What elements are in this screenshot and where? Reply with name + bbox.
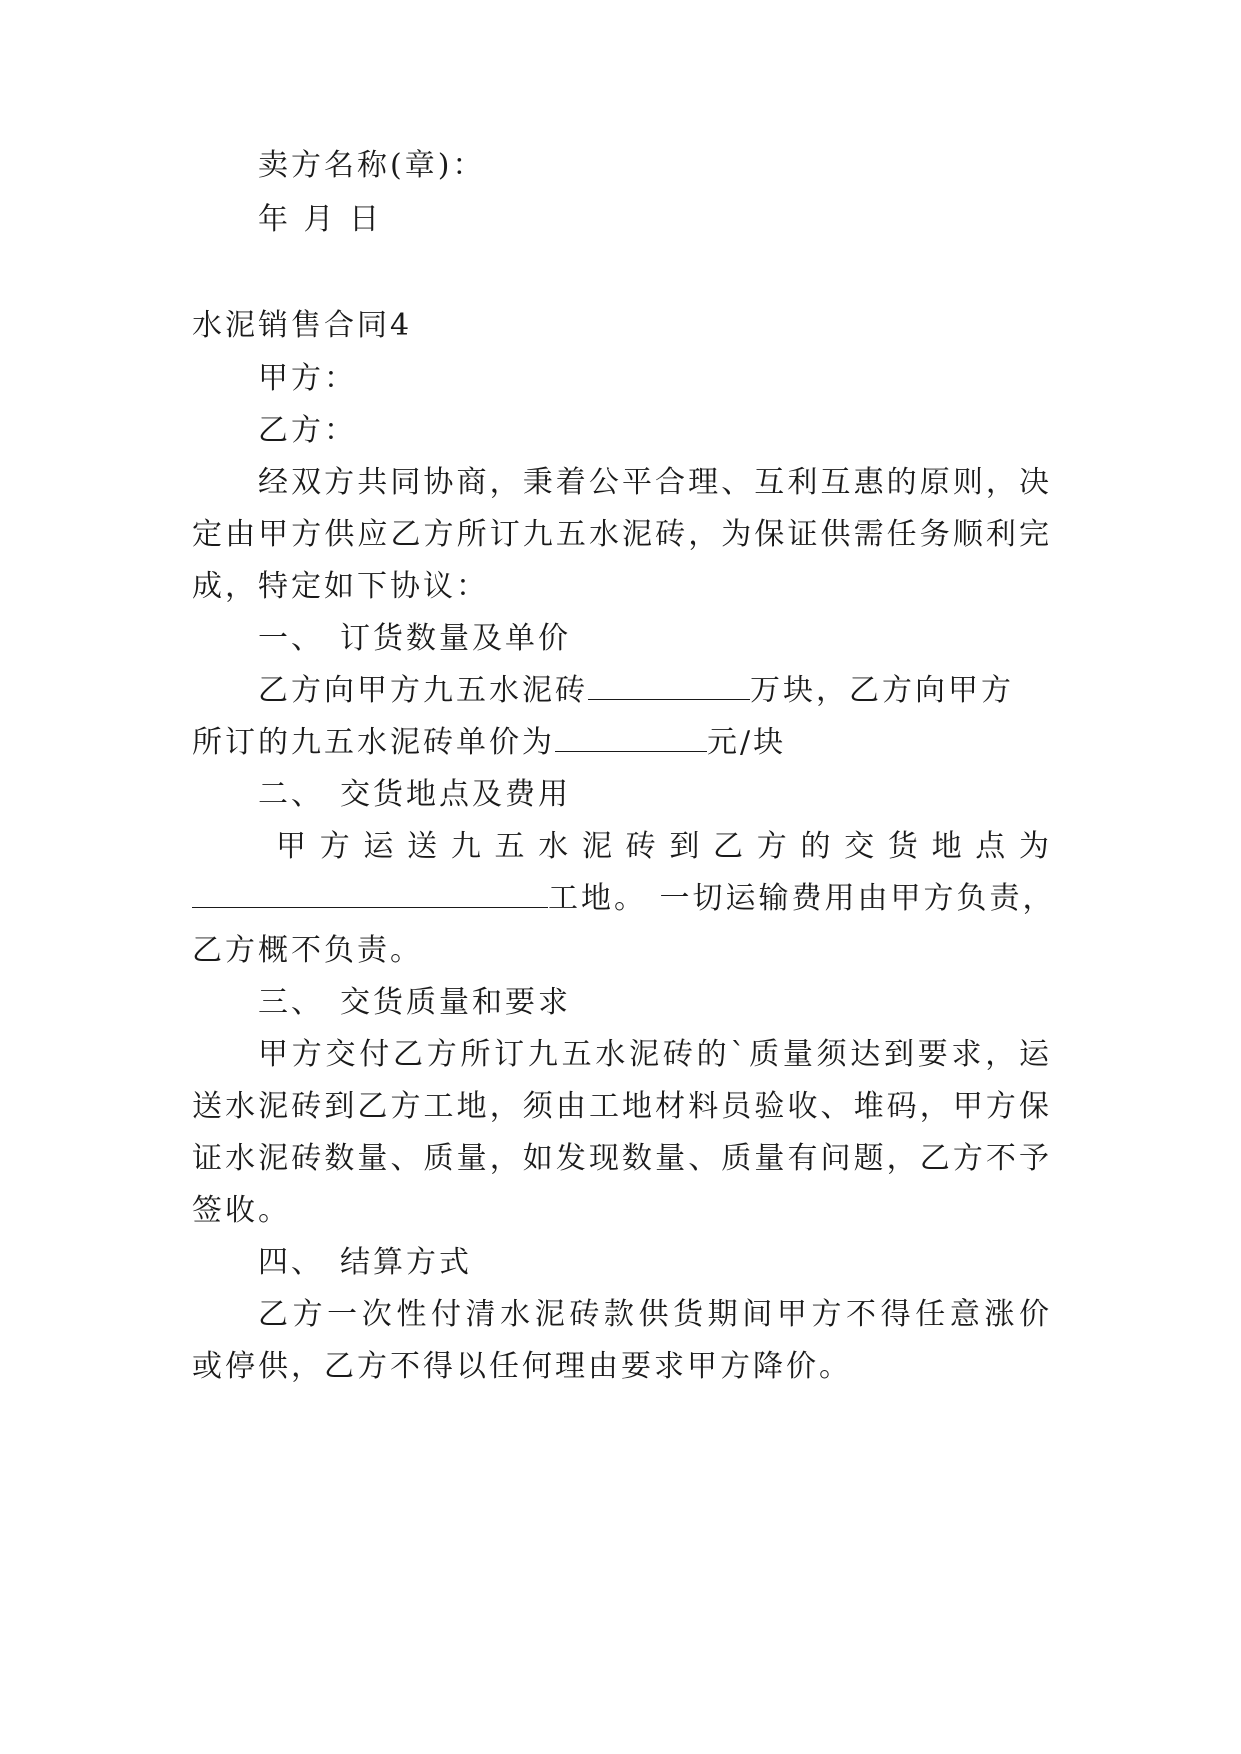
signature-date: 年 月 日: [258, 202, 383, 237]
section-4-number: 四、: [258, 1245, 324, 1280]
section-3-title: 交货质量和要求: [340, 985, 571, 1020]
preamble-line-1: 经双方共同协商，秉着公平合理、互利互惠的原则，决: [258, 465, 1052, 500]
section-2-line-3: 乙方概不负责。: [192, 933, 423, 968]
section-2-title: 交货地点及费用: [340, 777, 571, 812]
unit-price-blank: [555, 723, 707, 752]
section-3-line-1: 甲方交付乙方所订九五水泥砖的`质量须达到要求，运: [258, 1037, 1052, 1072]
quantity-unit-text: 万块，乙方向甲方: [750, 673, 1014, 708]
section-1-title: 订货数量及单价: [340, 621, 571, 656]
section-4-heading: [258, 1243, 1052, 1283]
party-b-label: 乙方：: [258, 413, 357, 448]
unit-price-text: 所订的九五水泥砖单价为: [192, 725, 555, 760]
section-2-line-2: [192, 879, 1056, 919]
contract-title: 水泥销售合同4: [192, 308, 413, 343]
section-3-number: 三、: [258, 985, 324, 1020]
section-3-line-3: 证水泥砖数量、质量，如发现数量、质量有问题，乙方不予: [192, 1141, 1052, 1176]
section-3-heading: [258, 983, 1052, 1023]
delivery-site-text: 工地。 一切运输费用由甲方负责，: [548, 881, 1056, 916]
unit-price-unit: 元/块: [707, 725, 787, 760]
section-4-line-1: 乙方一次性付清水泥砖款供货期间甲方不得任意涨价: [258, 1297, 1052, 1332]
section-4-line-2: 或停供，乙方不得以任何理由要求甲方降价。: [192, 1349, 852, 1384]
party-a-label: 甲方：: [258, 361, 357, 396]
section-2-number: 二、: [258, 777, 324, 812]
section-1-line-1: [258, 671, 1052, 711]
section-1-heading: [258, 619, 1052, 659]
seller-name-label: 卖方名称(章)：: [258, 148, 486, 183]
section-2-heading: [258, 775, 1052, 815]
section-3-line-4: 签收。: [192, 1193, 291, 1228]
quantity-blank: [588, 671, 750, 700]
section-1-line-2: [192, 723, 1052, 763]
section-3-line-2: 送水泥砖到乙方工地，须由工地材料员验收、堆码，甲方保: [192, 1089, 1052, 1124]
section-2-line-1: 甲方运送九五水泥砖到乙方的交货地点为: [276, 829, 1052, 864]
section-1-number: 一、: [258, 621, 324, 656]
section-4-title: 结算方式: [340, 1245, 472, 1280]
preamble-line-3: 成，特定如下协议：: [192, 569, 489, 604]
delivery-location-blank: [192, 879, 548, 908]
quantity-text: 乙方向甲方九五水泥砖: [258, 673, 588, 708]
preamble-line-2: 定由甲方供应乙方所订九五水泥砖，为保证供需任务顺利完: [192, 517, 1052, 552]
